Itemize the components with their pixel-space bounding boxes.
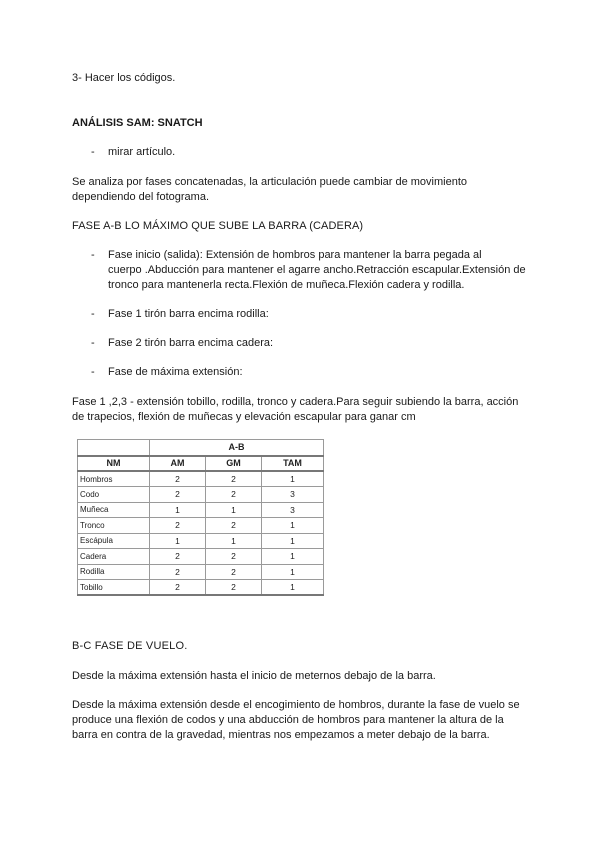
table-row	[78, 471, 324, 487]
table-group-header-row	[78, 440, 324, 456]
table-cell-joint: Tobillo	[78, 580, 150, 596]
paragraph-fase123-line-2: de trapecios, flexión de muñecas y elevación escapular para ganar cm	[72, 411, 416, 423]
section-heading-sam-snatch: ANÁLISIS SAM: SNATCH	[72, 117, 203, 129]
table-row	[78, 549, 324, 565]
bullet-mirar-articulo: mirar artículo.	[108, 146, 176, 158]
bullet-marker: -	[91, 249, 95, 261]
table-cell-tam: 1	[262, 518, 324, 534]
table-cell-gm: 2	[206, 580, 262, 596]
table-cell-tam: 3	[262, 502, 324, 518]
table-cell-gm: 2	[206, 549, 262, 565]
table-row	[78, 533, 324, 549]
table-header-row	[78, 456, 324, 472]
table-cell-tam: 1	[262, 471, 324, 487]
paragraph-fase123-line-1: Fase 1 ,2,3 - extensión tobillo, rodilla, tronco y cadera.Para seguir subiendo la barra, acción	[72, 396, 519, 408]
table-header-gm: GM	[206, 456, 262, 472]
table-cell-gm: 2	[206, 487, 262, 503]
paragraph-vuelo-intro: Desde la máxima extensión hasta el inicio de meternos debajo de la barra.	[72, 670, 436, 682]
bullet-marker: -	[91, 366, 95, 378]
table-cell-am: 2	[150, 518, 206, 534]
table-cell-joint: Muñeca	[78, 502, 150, 518]
table-cell-am: 2	[150, 580, 206, 596]
table-cell-joint: Cadera	[78, 549, 150, 565]
table-cell-joint: Hombros	[78, 471, 150, 487]
table-cell-gm: 1	[206, 502, 262, 518]
paragraph-vuelo-line-2: produce una flexión de codos y una abducción de hombros para mantener la altura de la	[72, 714, 504, 726]
table-cell-tam: 1	[262, 580, 324, 596]
bullet-fase-maxima: Fase de máxima extensión:	[108, 366, 243, 378]
table-cell-am: 2	[150, 549, 206, 565]
table-cell-gm: 2	[206, 471, 262, 487]
table-cell-gm: 2	[206, 564, 262, 580]
paragraph-fases-line-2: dependiendo del fotograma.	[72, 191, 209, 203]
bullet-fase-1: Fase 1 tirón barra encima rodilla:	[108, 308, 269, 320]
table-cell-tam: 1	[262, 533, 324, 549]
table-cell-tam: 1	[262, 564, 324, 580]
table-cell-am: 2	[150, 471, 206, 487]
table-cell-am: 1	[150, 533, 206, 549]
section-heading-fase-ab: FASE A-B LO MÁXIMO QUE SUBE LA BARRA (CADERA)	[72, 220, 364, 232]
table-cell-am: 2	[150, 487, 206, 503]
movement-table	[77, 439, 324, 596]
table-cell-tam: 1	[262, 549, 324, 565]
table-corner-cell	[78, 440, 150, 456]
table-cell-gm: 1	[206, 533, 262, 549]
bullet-marker: -	[91, 308, 95, 320]
table-cell-joint: Codo	[78, 487, 150, 503]
table-row	[78, 580, 324, 596]
table-cell-gm: 2	[206, 518, 262, 534]
table-row	[78, 564, 324, 580]
table-row	[78, 487, 324, 503]
table-header-nm: NM	[78, 456, 150, 472]
fase-inicio-line-3: tronco para mantenerla recta.Flexión de muñeca.Flexión cadera y rodilla.	[108, 279, 465, 291]
table-row	[78, 518, 324, 534]
paragraph-vuelo-line-1: Desde la máxima extensión desde el encogimiento de hombros, durante la fase de vuelo se	[72, 699, 520, 711]
list-step-3: 3- Hacer los códigos.	[72, 72, 176, 84]
table-cell-joint: Rodilla	[78, 564, 150, 580]
bullet-marker: -	[91, 337, 95, 349]
table-header-am: AM	[150, 456, 206, 472]
table-cell-joint: Escápula	[78, 533, 150, 549]
fase-inicio-line-2: cuerpo .Abducción para mantener el agarre ancho.Retracción escapular.Extensión de	[108, 264, 526, 276]
table-cell-am: 1	[150, 502, 206, 518]
bullet-fase-2: Fase 2 tirón barra encima cadera:	[108, 337, 274, 349]
paragraph-fases-line-1: Se analiza por fases concatenadas, la articulación puede cambiar de movimiento	[72, 176, 468, 188]
table-header-tam: TAM	[262, 456, 324, 472]
section-heading-fase-vuelo: B-C FASE DE VUELO.	[72, 640, 188, 652]
paragraph-vuelo-line-3: barra en contra de la gravedad, mientras nos empezamos a meter debajo de la barra.	[72, 729, 490, 741]
fase-inicio-line-1: Fase inicio (salida): Extensión de hombros para mantener la barra pegada al	[108, 249, 482, 261]
table-cell-am: 2	[150, 564, 206, 580]
table-cell-joint: Tronco	[78, 518, 150, 534]
bullet-marker: -	[91, 146, 95, 158]
table-cell-tam: 3	[262, 487, 324, 503]
table-row	[78, 502, 324, 518]
table-group-header: A-B	[150, 440, 324, 456]
